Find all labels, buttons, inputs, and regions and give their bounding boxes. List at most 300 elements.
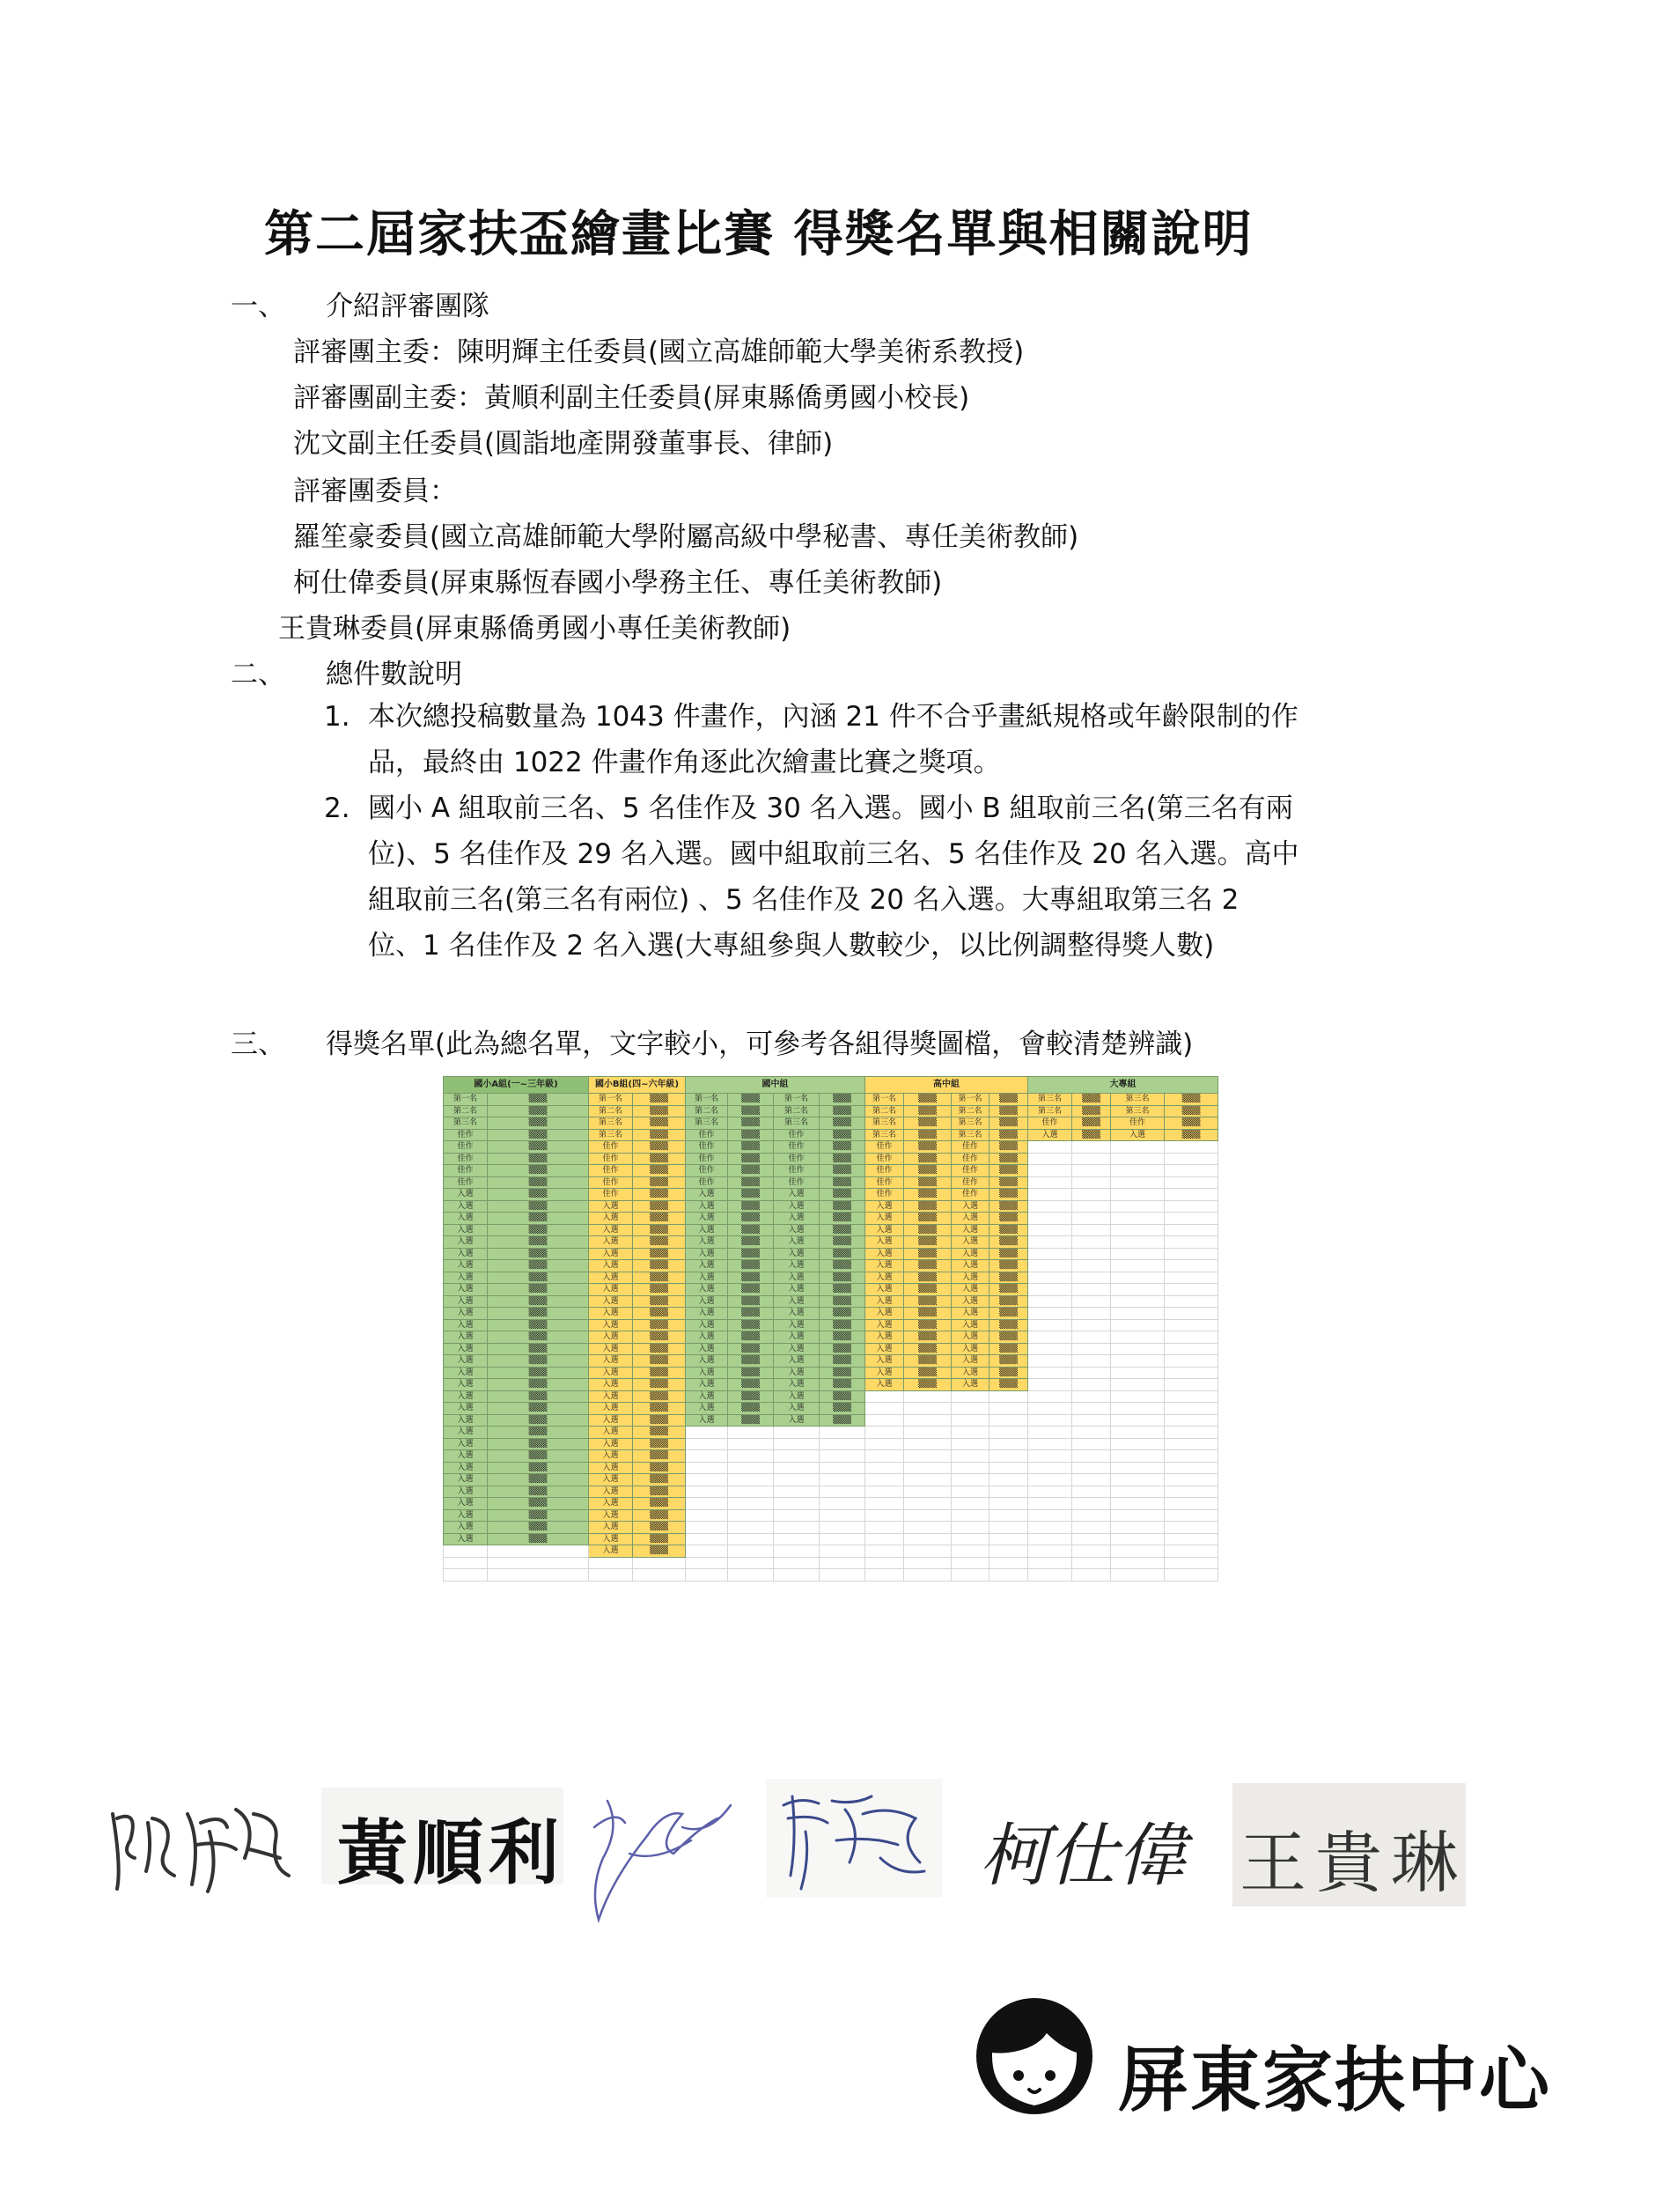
table-cell	[952, 1450, 989, 1463]
table-cell	[989, 1533, 1028, 1545]
table-cell: 入選	[444, 1367, 488, 1379]
table-cell: ▒▒▒	[488, 1450, 589, 1463]
table-cell: 入選	[589, 1498, 633, 1510]
table-cell	[728, 1438, 774, 1450]
table-cell	[1072, 1522, 1111, 1534]
table-cell: ▒▒▒	[633, 1390, 686, 1403]
table-cell: ▒▒▒	[989, 1153, 1028, 1165]
table-cell: 入選	[444, 1236, 488, 1249]
table-cell	[904, 1522, 952, 1534]
table-cell	[686, 1438, 728, 1450]
item-number: 2.	[324, 793, 350, 824]
table-cell	[1072, 1474, 1111, 1486]
table-cell: 入選	[444, 1189, 488, 1201]
table-cell: 入選	[444, 1284, 488, 1296]
table-cell: ▒▒▒	[820, 1390, 865, 1403]
table-cell	[865, 1414, 904, 1427]
table-cell: ▒▒▒	[728, 1153, 774, 1165]
table-row	[444, 1450, 1218, 1463]
table-cell	[686, 1569, 728, 1582]
table-cell: ▒▒▒	[488, 1224, 589, 1236]
table-cell: ▒▒▒	[904, 1379, 952, 1391]
section-title: 總件數說明	[326, 659, 462, 690]
table-cell: 第一名	[444, 1094, 488, 1106]
table-cell	[728, 1533, 774, 1545]
table-cell: ▒▒▒	[989, 1308, 1028, 1320]
count-item-1	[324, 694, 1301, 785]
table-cell: 入選	[952, 1248, 989, 1260]
table-cell: 入選	[589, 1213, 633, 1225]
table-cell: 入選	[952, 1200, 989, 1213]
table-cell	[904, 1569, 952, 1582]
table-cell: ▒▒▒	[904, 1176, 952, 1189]
table-cell: 入選	[952, 1343, 989, 1355]
table-cell	[1165, 1427, 1218, 1439]
signature-huang-text: 黃順利	[337, 1811, 564, 1894]
table-cell	[952, 1390, 989, 1403]
table-cell: 入選	[444, 1522, 488, 1534]
table-row	[444, 1522, 1218, 1534]
table-cell: 第三名	[1111, 1105, 1165, 1117]
table-cell	[1072, 1403, 1111, 1415]
table-cell	[1028, 1189, 1072, 1201]
table-cell: 第三名	[1028, 1094, 1072, 1106]
table-cell	[1028, 1522, 1072, 1534]
table-cell: 入選	[444, 1486, 488, 1498]
table-cell	[1111, 1236, 1165, 1249]
table-cell	[1028, 1319, 1072, 1331]
table-cell: 入選	[686, 1224, 728, 1236]
table-cell: 入選	[774, 1236, 820, 1249]
table-cell	[728, 1569, 774, 1582]
table-cell	[952, 1509, 989, 1522]
table-cell: ▒▒▒	[728, 1331, 774, 1344]
table-cell: 佳作	[952, 1153, 989, 1165]
table-cell: 入選	[589, 1331, 633, 1344]
table-cell	[686, 1509, 728, 1522]
table-cell	[1072, 1213, 1111, 1225]
table-cell: ▒▒▒	[904, 1141, 952, 1154]
table-cell: ▒▒▒	[728, 1308, 774, 1320]
table-cell: ▒▒▒	[820, 1105, 865, 1117]
table-cell	[952, 1414, 989, 1427]
table-cell	[728, 1486, 774, 1498]
table-cell: ▒▒▒	[820, 1319, 865, 1331]
table-cell: ▒▒▒	[820, 1308, 865, 1320]
table-cell: 第二名	[589, 1105, 633, 1117]
table-cell: ▒▒▒	[488, 1213, 589, 1225]
table-cell	[1111, 1438, 1165, 1450]
table-cell: 佳作	[774, 1129, 820, 1141]
table-cell	[1111, 1284, 1165, 1296]
table-cell: ▒▒▒	[989, 1117, 1028, 1130]
table-cell: ▒▒▒	[904, 1272, 952, 1284]
table-header-cell: 高中組	[865, 1077, 1028, 1094]
table-cell	[1165, 1522, 1218, 1534]
logo-text: 屏東家扶中心	[1118, 2039, 1551, 2121]
table-cell: ▒▒▒	[633, 1509, 686, 1522]
table-cell	[686, 1545, 728, 1558]
table-cell: 佳作	[444, 1165, 488, 1177]
table-cell: 入選	[589, 1248, 633, 1260]
table-cell: 入選	[589, 1427, 633, 1439]
table-cell	[1028, 1379, 1072, 1391]
table-cell	[904, 1414, 952, 1427]
table-row	[444, 1403, 1218, 1415]
table-cell	[952, 1522, 989, 1534]
item-number: 1.	[324, 701, 350, 733]
table-cell	[1111, 1367, 1165, 1379]
section-heading-2	[231, 652, 462, 691]
table-cell: ▒▒▒	[488, 1176, 589, 1189]
table-cell	[1165, 1414, 1218, 1427]
table-cell: 入選	[589, 1390, 633, 1403]
table-cell: 入選	[774, 1355, 820, 1368]
table-cell: ▒▒▒	[633, 1165, 686, 1177]
table-cell	[1165, 1498, 1218, 1510]
table-cell: 入選	[686, 1331, 728, 1344]
table-cell: 第三名	[865, 1117, 904, 1130]
table-cell: 入選	[589, 1438, 633, 1450]
table-cell: 入選	[686, 1284, 728, 1296]
table-cell	[488, 1557, 589, 1569]
table-cell: 入選	[444, 1390, 488, 1403]
table-cell: ▒▒▒	[820, 1141, 865, 1154]
table-cell: 入選	[865, 1213, 904, 1225]
table-cell	[1072, 1153, 1111, 1165]
table-cell: 入選	[589, 1260, 633, 1272]
table-cell: 入選	[686, 1189, 728, 1201]
table-cell	[774, 1462, 820, 1474]
table-cell: ▒▒▒	[820, 1200, 865, 1213]
table-cell: 第三名	[589, 1129, 633, 1141]
table-cell	[1111, 1379, 1165, 1391]
table-cell	[820, 1569, 865, 1582]
table-cell	[1028, 1308, 1072, 1320]
table-cell: 入選	[686, 1200, 728, 1213]
table-cell: ▒▒▒	[488, 1498, 589, 1510]
table-cell: ▒▒▒	[904, 1343, 952, 1355]
table-cell	[1111, 1403, 1165, 1415]
table-cell: ▒▒▒	[488, 1367, 589, 1379]
table-cell: 入選	[774, 1319, 820, 1331]
table-cell	[1165, 1533, 1218, 1545]
table-cell: 入選	[686, 1308, 728, 1320]
table-row	[444, 1569, 1218, 1582]
table-cell: 入選	[952, 1236, 989, 1249]
table-cell	[774, 1545, 820, 1558]
table-cell: 入選	[774, 1331, 820, 1344]
table-cell	[774, 1557, 820, 1569]
table-cell: 入選	[865, 1284, 904, 1296]
table-cell: ▒▒▒	[633, 1403, 686, 1415]
table-cell	[865, 1438, 904, 1450]
table-cell	[1072, 1486, 1111, 1498]
table-cell	[1165, 1189, 1218, 1201]
count-item-2	[324, 785, 1301, 969]
table-cell	[1165, 1569, 1218, 1582]
table-cell: 第二名	[686, 1105, 728, 1117]
table-cell: 入選	[444, 1213, 488, 1225]
table-cell: 入選	[774, 1260, 820, 1272]
table-cell: ▒▒▒	[728, 1355, 774, 1368]
table-cell: ▒▒▒	[488, 1462, 589, 1474]
table-cell	[989, 1569, 1028, 1582]
table-cell	[952, 1474, 989, 1486]
table-cell	[774, 1438, 820, 1450]
table-cell: 入選	[865, 1272, 904, 1284]
table-cell	[1165, 1165, 1218, 1177]
section-heading-1	[231, 284, 489, 323]
table-cell	[1165, 1248, 1218, 1260]
section-title: 得獎名單(此為總名單，文字較小，可參考各組得獎圖檔，會較清楚辨識)	[326, 1029, 1194, 1060]
table-cell	[1111, 1427, 1165, 1439]
table-cell	[820, 1498, 865, 1510]
table-cell	[1072, 1284, 1111, 1296]
table-cell: ▒▒▒	[633, 1189, 686, 1201]
award-table	[443, 1076, 1218, 1582]
table-cell: ▒▒▒	[820, 1248, 865, 1260]
table-cell: ▒▒▒	[488, 1522, 589, 1534]
table-cell: ▒▒▒	[633, 1308, 686, 1320]
table-cell: 第一名	[774, 1094, 820, 1106]
table-cell: ▒▒▒	[728, 1176, 774, 1189]
table-cell: ▒▒▒	[989, 1105, 1028, 1117]
table-cell: 佳作	[589, 1189, 633, 1201]
table-cell: 第一名	[952, 1094, 989, 1106]
table-row	[444, 1319, 1218, 1331]
table-cell: 第三名	[952, 1117, 989, 1130]
table-cell: ▒▒▒	[633, 1522, 686, 1534]
table-cell: 入選	[444, 1462, 488, 1474]
table-cell: 入選	[444, 1498, 488, 1510]
table-cell	[1165, 1319, 1218, 1331]
table-cell	[633, 1569, 686, 1582]
table-header-cell: 國中組	[686, 1077, 865, 1094]
table-cell: ▒▒▒	[820, 1236, 865, 1249]
table-row	[444, 1390, 1218, 1403]
table-cell	[1111, 1522, 1165, 1534]
table-cell	[1072, 1390, 1111, 1403]
table-header-cell: 國小A組(一~三年級)	[444, 1077, 589, 1094]
section-number: 一、	[231, 291, 285, 322]
table-cell	[728, 1450, 774, 1463]
table-cell: 入選	[444, 1533, 488, 1545]
table-cell: ▒▒▒	[989, 1284, 1028, 1296]
table-cell: ▒▒▒	[904, 1236, 952, 1249]
table-cell: ▒▒▒	[989, 1295, 1028, 1308]
table-cell	[1165, 1236, 1218, 1249]
table-cell: 入選	[686, 1403, 728, 1415]
table-cell: ▒▒▒	[820, 1189, 865, 1201]
table-cell: 入選	[774, 1367, 820, 1379]
table-cell: ▒▒▒	[633, 1176, 686, 1189]
table-cell: 入選	[444, 1414, 488, 1427]
table-row	[444, 1260, 1218, 1272]
table-row	[444, 1486, 1218, 1498]
table-cell: ▒▒▒	[633, 1094, 686, 1106]
table-cell: ▒▒▒	[728, 1272, 774, 1284]
table-cell: 入選	[774, 1414, 820, 1427]
item-text: 本次總投稿數量為 1043 件畫作，內涵 21 件不合乎畫紙規格或年齡限制的作品，最終由 1022 件畫作角逐此次繪畫比賽之獎項。	[368, 701, 1298, 778]
table-cell: ▒▒▒	[488, 1390, 589, 1403]
table-cell: 佳作	[774, 1176, 820, 1189]
table-cell: ▒▒▒	[728, 1319, 774, 1331]
judge-line: 沈文副主任委員(圓詣地產開發董事長、律師)	[293, 428, 834, 460]
table-cell	[1072, 1295, 1111, 1308]
table-cell	[1111, 1355, 1165, 1368]
table-cell	[1072, 1272, 1111, 1284]
table-cell	[1028, 1545, 1072, 1558]
table-cell: 第三名	[444, 1117, 488, 1130]
table-cell: ▒▒▒	[488, 1486, 589, 1498]
table-cell: 入選	[444, 1248, 488, 1260]
table-cell: 佳作	[444, 1153, 488, 1165]
table-cell: 入選	[589, 1509, 633, 1522]
table-cell: ▒▒▒	[633, 1414, 686, 1427]
table-cell: ▒▒▒	[633, 1213, 686, 1225]
table-cell: 入選	[444, 1403, 488, 1415]
table-cell: 入選	[774, 1248, 820, 1260]
table-row	[444, 1117, 1218, 1130]
table-cell	[1028, 1498, 1072, 1510]
judge-line: 評審團副主委：黃順利副主任委員(屏東縣僑勇國小校長)	[293, 382, 970, 414]
table-cell: 入選	[774, 1295, 820, 1308]
table-row	[444, 1557, 1218, 1569]
table-cell: ▒▒▒	[1072, 1129, 1111, 1141]
table-cell	[1028, 1450, 1072, 1463]
table-row	[444, 1248, 1218, 1260]
table-cell	[904, 1509, 952, 1522]
table-cell	[1072, 1189, 1111, 1201]
table-cell: 入選	[589, 1414, 633, 1427]
table-cell	[1165, 1355, 1218, 1368]
table-cell	[1072, 1355, 1111, 1368]
table-cell: 入選	[444, 1379, 488, 1391]
table-cell	[1072, 1224, 1111, 1236]
table-cell: ▒▒▒	[989, 1379, 1028, 1391]
table-cell: 佳作	[952, 1189, 989, 1201]
table-cell: 入選	[589, 1355, 633, 1368]
table-cell: 佳作	[865, 1141, 904, 1154]
table-cell: ▒▒▒	[904, 1295, 952, 1308]
table-cell	[1111, 1141, 1165, 1154]
table-cell: 入選	[686, 1390, 728, 1403]
table-cell: ▒▒▒	[633, 1153, 686, 1165]
table-cell: ▒▒▒	[728, 1094, 774, 1106]
table-cell	[952, 1498, 989, 1510]
table-cell: 入選	[686, 1343, 728, 1355]
table-cell: ▒▒▒	[633, 1284, 686, 1296]
table-cell: ▒▒▒	[820, 1094, 865, 1106]
table-cell	[1072, 1498, 1111, 1510]
table-cell: ▒▒▒	[904, 1224, 952, 1236]
table-cell	[774, 1509, 820, 1522]
table-cell: ▒▒▒	[989, 1319, 1028, 1331]
table-cell	[1028, 1213, 1072, 1225]
table-cell: 入選	[865, 1355, 904, 1368]
table-cell	[989, 1509, 1028, 1522]
table-cell	[1072, 1427, 1111, 1439]
table-cell	[1072, 1414, 1111, 1427]
table-cell	[989, 1390, 1028, 1403]
table-cell: 第三名	[589, 1117, 633, 1130]
table-cell: 入選	[865, 1200, 904, 1213]
table-cell	[488, 1545, 589, 1558]
table-cell: 入選	[952, 1367, 989, 1379]
table-cell: 入選	[952, 1284, 989, 1296]
table-cell	[1072, 1248, 1111, 1260]
table-cell: 入選	[774, 1272, 820, 1284]
table-cell: 入選	[589, 1343, 633, 1355]
table-cell: ▒▒▒	[728, 1236, 774, 1249]
table-cell	[1028, 1509, 1072, 1522]
table-cell: ▒▒▒	[488, 1379, 589, 1391]
table-row	[444, 1141, 1218, 1154]
table-cell: ▒▒▒	[989, 1248, 1028, 1260]
table-cell	[1111, 1248, 1165, 1260]
table-cell: ▒▒▒	[1165, 1129, 1218, 1141]
table-cell	[1111, 1272, 1165, 1284]
table-cell	[1165, 1545, 1218, 1558]
table-cell: ▒▒▒	[904, 1248, 952, 1260]
table-row	[444, 1295, 1218, 1308]
table-cell: ▒▒▒	[488, 1165, 589, 1177]
table-cell: 入選	[865, 1236, 904, 1249]
table-cell: ▒▒▒	[728, 1105, 774, 1117]
table-cell: 佳作	[774, 1165, 820, 1177]
table-cell: 佳作	[1111, 1117, 1165, 1130]
table-cell: 入選	[686, 1295, 728, 1308]
table-cell	[1028, 1141, 1072, 1154]
table-cell: 入選	[865, 1379, 904, 1391]
table-cell	[820, 1509, 865, 1522]
table-cell: ▒▒▒	[989, 1189, 1028, 1201]
table-cell: ▒▒▒	[728, 1260, 774, 1272]
table-cell	[1111, 1165, 1165, 1177]
table-cell	[1111, 1224, 1165, 1236]
table-cell: 第二名	[774, 1105, 820, 1117]
table-cell: 入選	[774, 1390, 820, 1403]
table-cell: ▒▒▒	[728, 1403, 774, 1415]
table-cell	[1165, 1486, 1218, 1498]
table-cell: ▒▒▒	[904, 1355, 952, 1368]
table-cell: 入選	[1111, 1129, 1165, 1141]
table-cell: ▒▒▒	[820, 1343, 865, 1355]
table-cell	[1165, 1141, 1218, 1154]
table-cell: 入選	[952, 1355, 989, 1368]
table-cell: ▒▒▒	[904, 1367, 952, 1379]
table-cell	[952, 1403, 989, 1415]
table-cell: ▒▒▒	[904, 1129, 952, 1141]
table-cell	[1165, 1224, 1218, 1236]
table-row	[444, 1094, 1218, 1106]
table-cell: ▒▒▒	[488, 1260, 589, 1272]
table-cell	[1111, 1319, 1165, 1331]
table-cell: ▒▒▒	[633, 1117, 686, 1130]
table-row	[444, 1427, 1218, 1439]
table-cell	[1028, 1462, 1072, 1474]
table-cell	[1111, 1331, 1165, 1344]
table-cell: ▒▒▒	[989, 1272, 1028, 1284]
table-cell: ▒▒▒	[1165, 1105, 1218, 1117]
section-number: 二、	[231, 659, 285, 690]
table-cell: ▒▒▒	[820, 1295, 865, 1308]
table-cell: 入選	[589, 1319, 633, 1331]
table-cell	[1111, 1474, 1165, 1486]
table-cell	[686, 1462, 728, 1474]
table-row	[444, 1331, 1218, 1344]
